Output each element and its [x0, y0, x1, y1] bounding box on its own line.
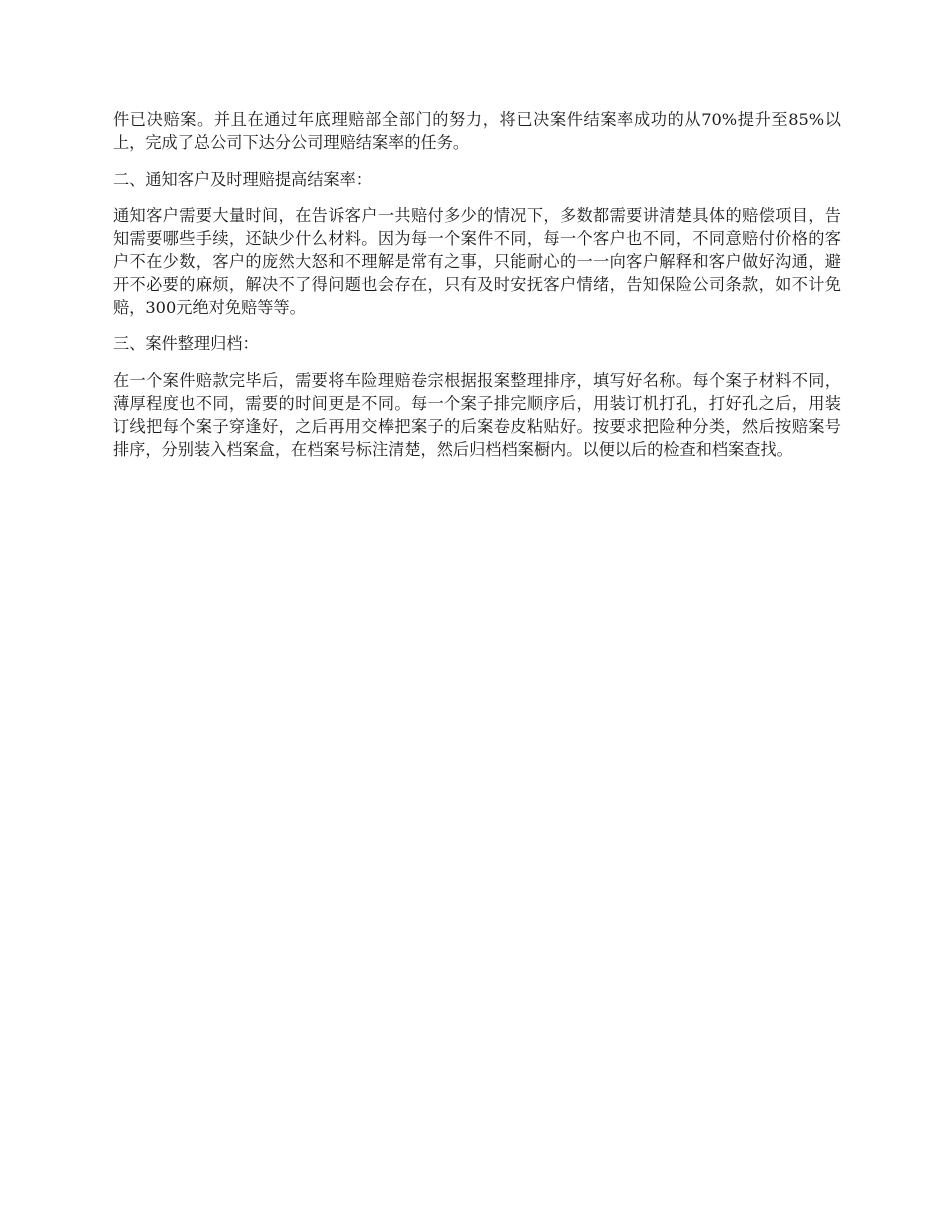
paragraph-notify-customers: 通知客户需要大量时间，在告诉客户一共赔付多少的情况下，多数都需要讲清楚具体的赔偿项目，告知需要哪些手续，还缺少什么材料。因为每一个案件不同，每一个客户也不同，不同意赔付价格的客户不在少数，客户的庞然大怒和不理解是常有之事，只能耐心的一一向客户解释和客户做好沟通，避开不必要的麻烦，解决不了得问题也会存在，只有及时安抚客户情绪，告知保险公司条款，如不计免赔，300元绝对免赔等等。: [113, 206, 841, 317]
section-heading-case-archiving: 三、案件整理归档：: [113, 334, 259, 354]
document-body: [113, 109, 841, 475]
section-heading-notify-customers: 二、通知客户及时理赔提高结案率：: [113, 169, 372, 189]
paragraph-claims-summary: 件已决赔案。并且在通过年底理赔部全部门的努力，将已决案件结案率成功的从70%提升至85%以上，完成了总公司下达分公司理赔结案率的任务。: [113, 110, 841, 152]
paragraph-case-archiving: 在一个案件赔款完毕后，需要将车险理赔卷宗根据报案整理排序，填写好名称。每个案子材料不同，薄厚程度也不同，需要的时间更是不同。每一个案子排完顺序后，用装订机打孔，打好孔之后，用装订线把每个案子穿逢好，之后再用交棒把案子的后案卷皮粘贴好。按要求把险种分类，然后按赔案号排序，分别装入档案盒，在档案号标注清楚，然后归档档案橱内。以便以后的检查和档案查找。: [113, 371, 841, 459]
